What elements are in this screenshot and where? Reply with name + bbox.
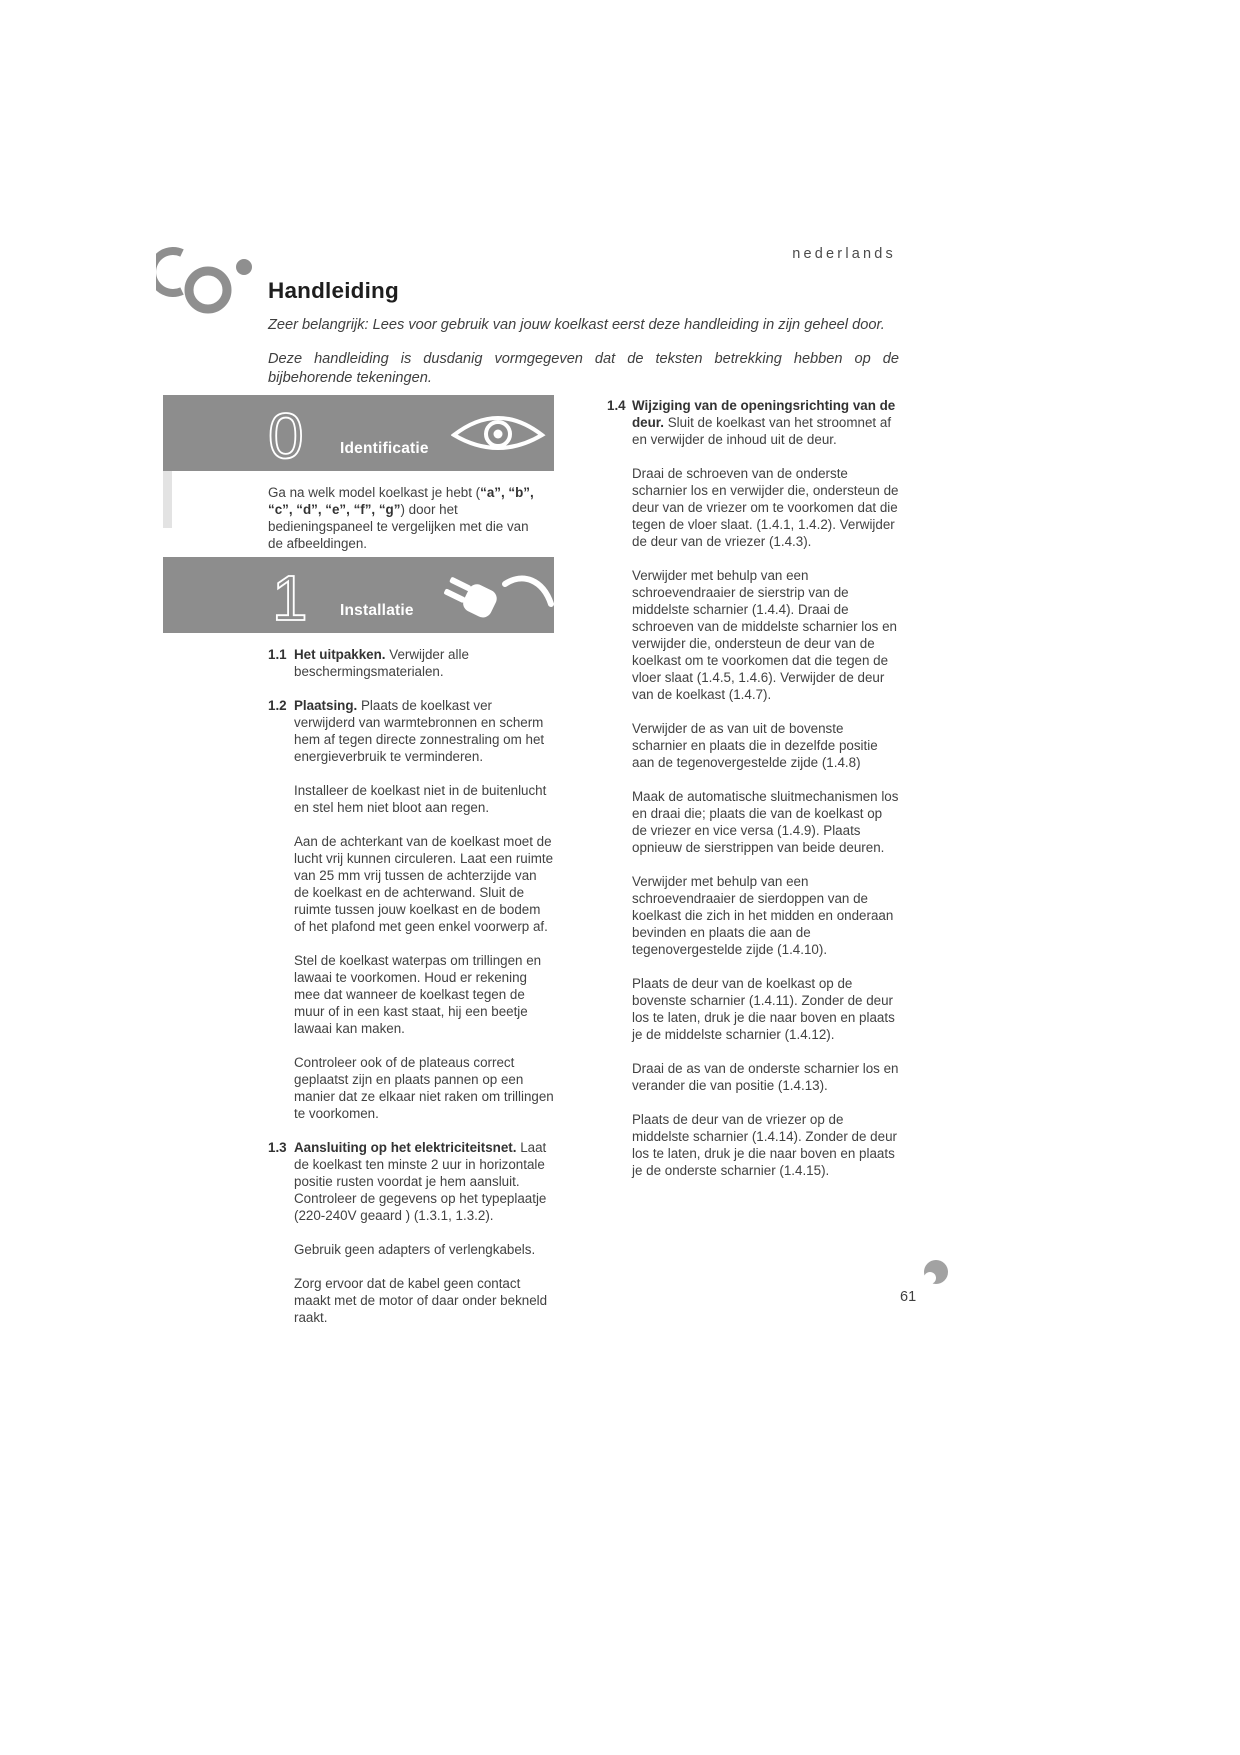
brand-circles-logo-icon: [156, 247, 258, 315]
paragraph: Het uitpakken. Verwijder alle beschermingsmaterialen.: [294, 647, 469, 679]
banner-identification-label: Identificatie: [340, 440, 429, 457]
banner-number-text: 0: [268, 402, 304, 466]
paragraph: Controleer ook of de plateaus correct geplaatst zijn en plaats pannen op een manier dat ze elkaar niet raken om trillingen te voorkomen.: [294, 1055, 554, 1121]
paragraph: Aan de achterkant van de koelkast moet de lucht vrij kunnen circuleren. Laat een ruimte van 25 mm vrij tussen de achterzijde van de koelkast en de achterwand. Sluit de ruimte tussen jouw koelkast en de bodem of het plafond met geen enkel voorwerp af.: [294, 834, 554, 934]
section-1-4: [607, 397, 899, 1179]
ident-text-before: Ga na welk model koelkast je hebt (: [268, 485, 481, 500]
banner-identification: [163, 395, 554, 471]
banner-installation: [163, 557, 554, 633]
eye-icon: [451, 411, 546, 457]
section-lead: Wijziging van de openingsrichting van de deur.: [632, 398, 896, 430]
intro-important-note: Zeer belangrijk: Lees voor gebruik van jouw koelkast eerst deze handleiding in zijn geheel door.: [268, 317, 885, 333]
section-number: 1.1: [268, 647, 287, 662]
section-edge-strip: [163, 471, 172, 528]
identification-paragraph: [268, 484, 544, 552]
paragraph: Draai de as van de onderste scharnier los en verander die van positie (1.4.13).: [632, 1061, 899, 1093]
paragraph: Plaatsing. Plaats de koelkast ver verwijderd van warmtebronnen en scherm hem af tegen directe zonnestraling om het energieverbruik te verminderen.: [294, 698, 545, 764]
paragraph: Plaats de deur van de koelkast op de bovenste scharnier (1.4.11). Zonder de deur los te laten, druk je die naar boven en plaats je de middelste scharnier (1.4.12).: [632, 976, 895, 1042]
paragraph: Zorg ervoor dat de kabel geen contact maakt met de motor of daar onder bekneld raakt.: [294, 1276, 548, 1325]
banner-number-zero: [266, 402, 312, 466]
page-title: Handleiding: [268, 278, 399, 303]
section-lead: Plaatsing.: [294, 698, 358, 713]
section-number: 1.2: [268, 698, 287, 713]
section-number: 1.4: [607, 398, 626, 413]
paragraph: Installeer de koelkast niet in de buitenlucht en stel hem niet bloot aan regen.: [294, 783, 547, 815]
section-1-2: [163, 697, 554, 1122]
paragraph: Verwijder de as van uit de bovenste scharnier en plaats die in dezelfde positie aan de tegenovergestelde zijde (1.4.8): [632, 721, 878, 770]
installation-sections: [163, 646, 554, 1326]
right-column: [607, 397, 899, 1196]
section-lead: Het uitpakken.: [294, 647, 386, 662]
banner-number-text: 1: [272, 564, 308, 628]
paragraph: Plaats de deur van de vriezer op de middelste scharnier (1.4.14). Zonder de deur los te laten, druk je die naar boven en plaats je de onderste scharnier (1.4.15).: [632, 1112, 897, 1178]
brand-mark-icon: [920, 1259, 950, 1289]
paragraph: Draai de schroeven van de onderste scharnier los en verwijder die, ondersteun de deur van de vriezer om te voorkomen dat die tegen de vloer slaat. (1.4.1, 1.4.2). Verwijder de deur van de vriezer (1.4.3).: [632, 466, 899, 549]
page-number: 61: [900, 1289, 917, 1305]
ident-models-bold: “a”, “b”, “c”, “d”, “e”, “f”, “g”: [268, 485, 534, 517]
intro-layout-note: Deze handleiding is dusdanig vormgegeven dat de teksten betrekking hebben op de bijbehorende tekeningen.: [268, 351, 899, 386]
paragraph: Wijziging van de openingsrichting van de deur. Sluit de koelkast van het stroomnet af en verwijder de inhoud uit de deur.: [632, 398, 896, 447]
plug-icon: [429, 570, 554, 622]
banner-installation-label: Installatie: [340, 602, 414, 619]
ident-text-after: ) door het bedieningspaneel te vergelijken met die van de afbeeldingen.: [268, 502, 529, 551]
section-1-3: [163, 1139, 554, 1326]
brand-logo-svg: [156, 247, 258, 315]
language-label: nederlands: [792, 246, 896, 262]
banner-number-one: [266, 564, 312, 628]
paragraph: Verwijder met behulp van een schroevendraaier de sierdoppen van de koelkast die zich in het midden en onderaan bevinden en plaats die aan de tegenovergestelde zijde (1.4.10).: [632, 874, 894, 957]
footer-logo-svg: [920, 1259, 950, 1289]
section-number: 1.3: [268, 1140, 287, 1155]
paragraph: Verwijder met behulp van een schroevendraaier de sierstrip van de middelste scharnier (1.4.4). Draai de schroeven van de middelste scharnier los en verwijder die, ondersteun de deur van de koelkast om te voorkomen dat die tegen de vloer slaat (1.4.5, 1.4.6). Verwijder de deur van de koelkast (1.4.7).: [632, 568, 897, 702]
paragraph: Maak de automatische sluitmechanismen los en draai die; plaats die van de koelkast op de vriezer en vice versa (1.4.9). Plaats opnieuw de sierstrippen van beide deuren.: [632, 789, 899, 855]
section-lead: Aansluiting op het elektriciteitsnet.: [294, 1140, 517, 1155]
section-1-1: [163, 646, 554, 680]
paragraph: Aansluiting op het elektriciteitsnet. Laat de koelkast ten minste 2 uur in horizontale positie rusten voordat je hem aansluit. Controleer de gegevens op het typeplaatje (220-240V geaard ) (1.3.1, 1.3.2).: [294, 1140, 547, 1223]
paragraph: Gebruik geen adapters of verlengkabels.: [294, 1242, 536, 1257]
left-column: [163, 395, 554, 1343]
paragraph: Stel de koelkast waterpas om trillingen en lawaai te voorkomen. Houd er rekening mee dat wanneer de koelkast tegen de muur of in een kast staat, hij een beetje lawaai kan maken.: [294, 953, 542, 1036]
